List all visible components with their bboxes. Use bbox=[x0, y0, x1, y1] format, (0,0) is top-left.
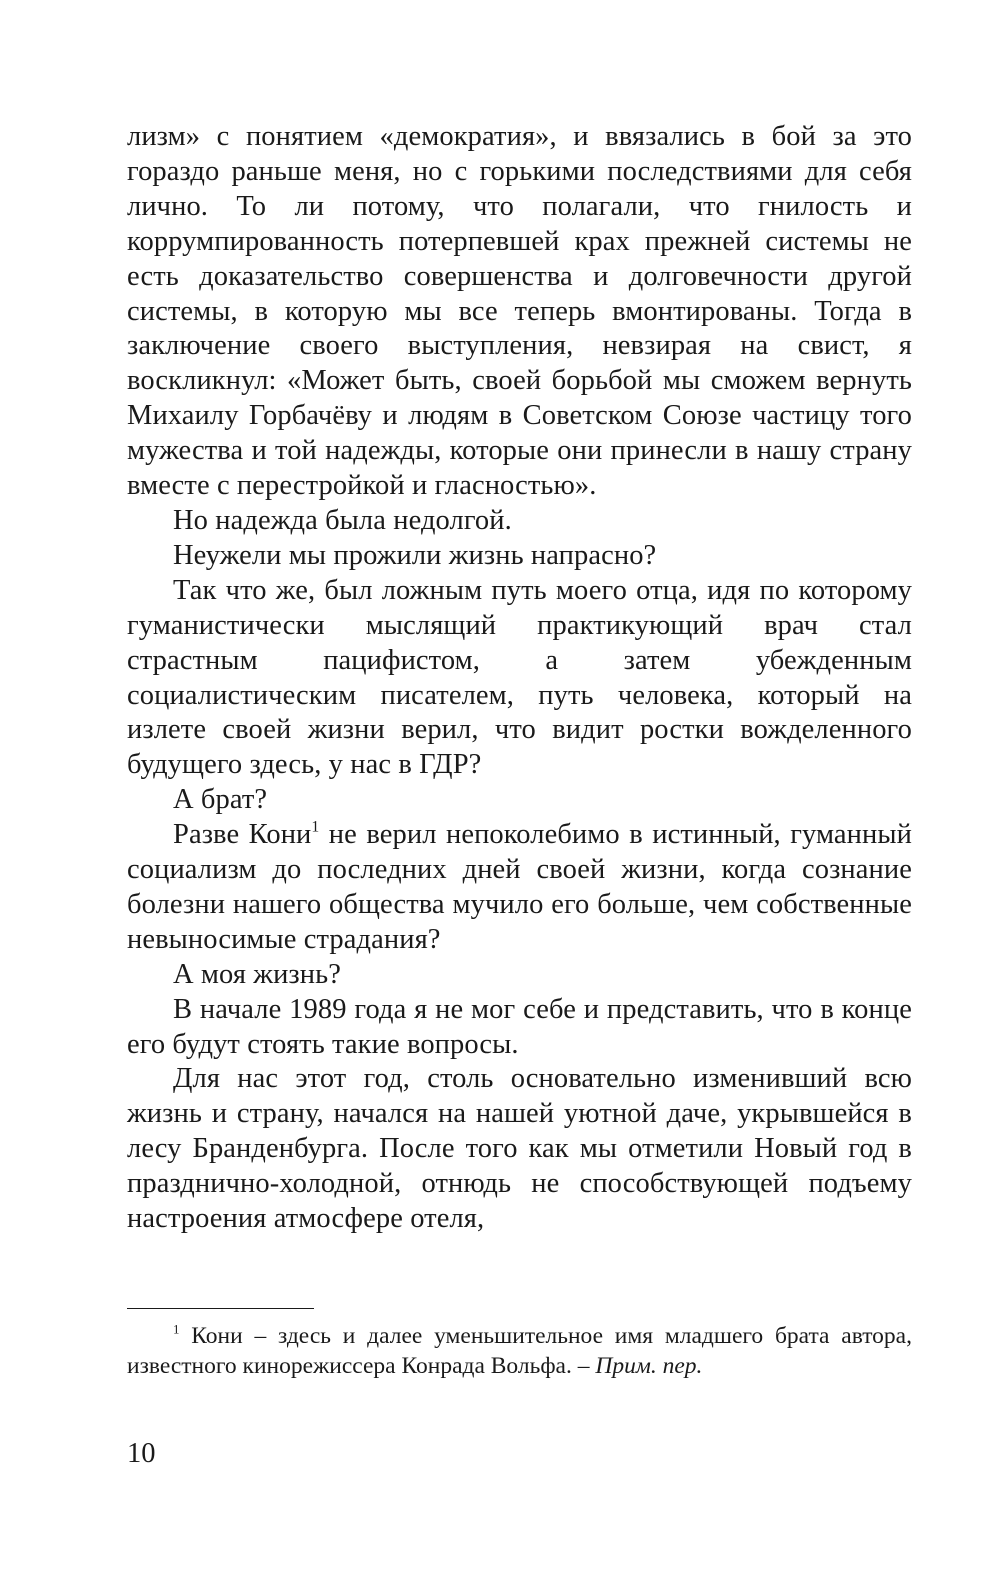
paragraph-3: Неужели мы прожили жизнь напрасно? bbox=[173, 539, 657, 571]
page-body bbox=[127, 120, 912, 1237]
paragraph-4: Так что же, был ложным путь моего отца, идя по которому гуманистически мыслящий практикующий врач стал страстным пацифистом, а затем убежденным социалистическим писателем, путь человека, который на излете своей жизни верил, что видит ростки вожделенного будущего здесь, у нас в ГДР? bbox=[127, 574, 912, 781]
paragraph-5: А брат? bbox=[173, 784, 268, 816]
footnote-marker: 1 bbox=[173, 1321, 180, 1337]
paragraph-6-rest: не верил непоколебимо в истинный, гуманный социализм до последних дней своей жизни, когда сознание болезни нашего общества мучило его больше, чем собственные невыносимые страдания? bbox=[127, 819, 912, 955]
page-number: 10 bbox=[127, 1438, 156, 1469]
paragraph-8: В начале 1989 года я не мог себе и представить, что в конце его будут стоять такие вопросы. bbox=[127, 993, 912, 1060]
footnote-ref-marker: 1 bbox=[311, 818, 320, 836]
main-text bbox=[127, 120, 912, 1237]
paragraph-6 bbox=[127, 818, 912, 958]
footnote bbox=[127, 1322, 912, 1381]
footnote-text: Кони – здесь и далее уменьшительное имя младшего брата автора, известного кинорежиссера Конрада Вольфа. – bbox=[127, 1323, 912, 1379]
footnote-note: Прим. пер. bbox=[595, 1352, 703, 1379]
paragraph-7: А моя жизнь? bbox=[173, 958, 341, 990]
paragraph-6-start: Разве Кони bbox=[173, 819, 312, 851]
paragraph-2: Но надежда была недолгой. bbox=[173, 504, 512, 536]
paragraph-9: Для нас этот год, столь основательно изменивший всю жизнь и страну, начался на нашей уютной даче, укрывшейся в лесу Бранденбурга. После того как мы отметили Новый год в празднично-холодной, отнюдь не способствующей подъему настроения атмосфере отеля, bbox=[127, 1063, 912, 1235]
footnote-separator bbox=[127, 1308, 314, 1309]
paragraph-1: лизм» с понятием «демократия», и ввязались в бой за это гораздо раньше меня, но с горькими последствиями для себя лично. То ли потому, что полагали, что гнилость и коррумпированность потерпевшей крах прежней системы не есть доказательство совершенства и долговечности другой системы, в которую мы все теперь вмонтированы. Тогда в заключение своего выступления, невзирая на свист, я воскликнул: «Может быть, своей борьбой мы сможем вернуть Михаилу Горбачёву и людям в Советском Союзе частицу того мужества и той надежды, которые они принесли в нашу страну вместе с перестройкой и гласностью». bbox=[127, 121, 912, 502]
